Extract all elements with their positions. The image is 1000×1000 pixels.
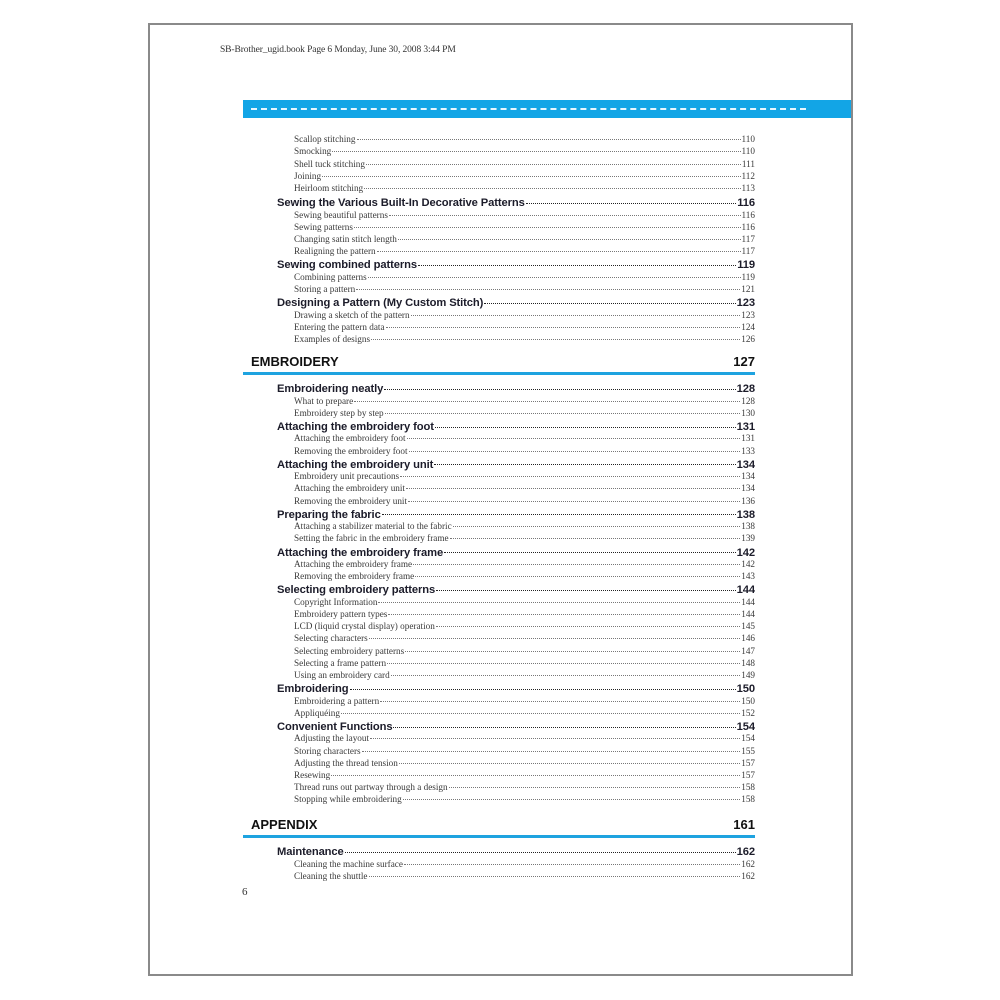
toc-subentry-page: 124: [741, 321, 755, 332]
toc-subentry[interactable]: [243, 744, 755, 755]
toc-subentry-label: Selecting embroidery patterns: [294, 645, 405, 656]
toc-subentry-label: Storing characters: [294, 745, 361, 756]
dot-leader: [407, 432, 741, 441]
section-title: EMBROIDERY: [251, 354, 339, 369]
dot-leader: [356, 283, 740, 292]
toc-subentry[interactable]: [243, 707, 755, 718]
page-number: 6: [242, 886, 248, 898]
toc-subentry-page: 155: [741, 745, 755, 756]
toc-entry[interactable]: [243, 719, 755, 733]
toc-subentry[interactable]: [243, 470, 755, 481]
toc-subentry-page: 158: [741, 794, 755, 805]
toc-subentry-page: 158: [741, 782, 755, 793]
dot-leader: [345, 844, 736, 855]
toc-subentry[interactable]: [243, 333, 755, 344]
toc-entry-page: 131: [736, 420, 755, 433]
dot-leader: [331, 769, 740, 778]
dot-leader: [450, 532, 741, 541]
toc-subentry[interactable]: [243, 520, 755, 531]
dot-leader: [526, 195, 737, 206]
toc-subentry-label: Storing a pattern: [294, 283, 356, 294]
toc-entry-label: Sewing combined patterns: [277, 259, 417, 272]
dot-leader: [387, 657, 740, 666]
toc-subentry-page: 152: [741, 707, 755, 718]
toc-entry-page: 119: [737, 259, 755, 272]
toc-subentry[interactable]: [243, 781, 755, 792]
toc-subentry[interactable]: [243, 221, 755, 232]
toc-section-heading[interactable]: [243, 817, 755, 832]
toc-subentry[interactable]: [243, 145, 755, 156]
toc-subentry-label: Attaching a stabilizer material to the fabric: [294, 521, 452, 532]
toc-subentry[interactable]: [243, 394, 755, 405]
toc-subentry-page: 162: [741, 870, 755, 881]
toc-subentry-label: Examples of designs: [294, 333, 371, 344]
toc-subentry[interactable]: [243, 321, 755, 332]
toc-subentry[interactable]: [243, 694, 755, 705]
toc-subentry-label: Changing satin stitch length: [294, 233, 397, 244]
toc-subentry-page: 113: [741, 182, 755, 193]
toc-subentry-label: Removing the embroidery foot: [294, 445, 408, 456]
toc-subentry-page: 157: [741, 769, 755, 780]
dot-leader: [332, 145, 740, 154]
toc-subentry[interactable]: [243, 657, 755, 668]
dot-leader: [399, 757, 740, 766]
dot-leader: [449, 781, 741, 790]
toc-subentry-page: 134: [741, 483, 755, 494]
toc-subentry-label: Adjusting the thread tension: [294, 757, 398, 768]
toc-subentry-page: 116: [741, 209, 755, 220]
toc-subentry-label: LCD (liquid crystal display) operation: [294, 621, 435, 632]
toc-entry-page: 144: [736, 584, 755, 597]
toc-entry-label: Embroidering: [277, 683, 349, 696]
toc-subentry-label: Realigning the pattern: [294, 246, 376, 257]
toc-subentry-page: 130: [741, 407, 755, 418]
toc-subentry-page: 150: [741, 695, 755, 706]
toc-subentry[interactable]: [243, 757, 755, 768]
toc-subentry-label: Selecting a frame pattern: [294, 657, 387, 668]
dot-leader: [369, 870, 741, 879]
toc-subentry[interactable]: [243, 444, 755, 455]
toc-subentry-page: 110: [741, 146, 755, 157]
print-header: SB-Brother_ugid.book Page 6 Monday, June 30, 2008 3:44 PM: [220, 45, 456, 55]
toc-subentry[interactable]: [243, 432, 755, 443]
toc-subentry-page: 131: [741, 433, 755, 444]
toc-entry[interactable]: [243, 295, 755, 309]
toc-subentry[interactable]: [243, 182, 755, 193]
dot-leader: [369, 632, 741, 641]
toc-entry[interactable]: [243, 419, 755, 433]
toc-entry-label: Convenient Functions: [277, 720, 393, 733]
toc-entry-page: 116: [737, 197, 755, 210]
toc-subentry-page: 119: [741, 271, 755, 282]
toc-subentry[interactable]: [243, 271, 755, 282]
toc-subentry[interactable]: [243, 482, 755, 493]
toc-entry[interactable]: [243, 844, 755, 858]
toc-subentry-label: Entering the pattern data: [294, 321, 385, 332]
toc-subentry-label: Shell tuck stitching: [294, 158, 365, 169]
dot-leader: [434, 457, 735, 468]
dot-leader: [398, 233, 741, 242]
toc-subentry-page: 144: [741, 596, 755, 607]
dot-leader: [405, 644, 740, 653]
toc-subentry[interactable]: [243, 870, 755, 881]
toc-entry[interactable]: [243, 681, 755, 695]
section-rule: [243, 835, 755, 838]
toc-entry-label: Embroidering neatly: [277, 383, 384, 396]
toc-subentry-label: Attaching the embroidery unit: [294, 483, 405, 494]
dot-leader: [393, 719, 735, 730]
toc-subentry-page: 116: [741, 221, 755, 232]
toc-entry-label: Attaching the embroidery foot: [277, 420, 434, 433]
toc-subentry[interactable]: [243, 596, 755, 607]
toc-entry[interactable]: [243, 457, 755, 471]
toc-subentry[interactable]: [243, 732, 755, 743]
toc-subentry-label: Removing the embroidery frame: [294, 571, 415, 582]
toc-subentry-label: Cleaning the machine surface: [294, 858, 403, 869]
dot-leader: [484, 295, 735, 306]
toc-section-heading[interactable]: [243, 354, 755, 369]
toc-subentry-page: 142: [741, 558, 755, 569]
toc-subentry-label: Embroidery step by step: [294, 407, 384, 418]
toc-subentry-label: Sewing beautiful patterns: [294, 209, 388, 220]
toc-subentry[interactable]: [243, 632, 755, 643]
toc-entry[interactable]: [243, 582, 755, 596]
dot-leader: [403, 793, 741, 802]
toc-subentry-label: Heirloom stitching: [294, 182, 364, 193]
toc-subentry-page: 149: [741, 669, 755, 680]
toc-entry-page: 150: [736, 683, 755, 696]
toc-subentry-page: 110: [741, 134, 755, 145]
dot-leader: [386, 321, 741, 330]
dot-leader: [411, 308, 741, 317]
toc-entry-label: Designing a Pattern (My Custom Stitch): [277, 297, 484, 310]
dot-leader: [388, 608, 740, 617]
toc-entry-page: 123: [736, 297, 755, 310]
toc-subentry[interactable]: [243, 208, 755, 219]
toc-entry[interactable]: [243, 544, 755, 558]
toc-entry-page: 134: [736, 458, 755, 471]
toc-subentry-page: 117: [741, 246, 755, 257]
toc-entry[interactable]: [243, 195, 755, 209]
toc-subentry-page: 154: [741, 733, 755, 744]
section-title: APPENDIX: [251, 817, 318, 832]
toc-subentry[interactable]: [243, 245, 755, 256]
toc-entry-label: Maintenance: [277, 846, 344, 859]
dot-leader: [409, 444, 741, 453]
toc-subentry[interactable]: [243, 170, 755, 181]
toc-subentry-page: 148: [741, 657, 755, 668]
toc-subentry-page: 136: [741, 495, 755, 506]
toc-subentry-label: Sewing patterns: [294, 221, 353, 232]
toc-entry-label: Attaching the embroidery unit: [277, 458, 434, 471]
toc-subentry-page: 162: [741, 858, 755, 869]
toc-subentry[interactable]: [243, 558, 755, 569]
toc-subentry-page: 128: [741, 395, 755, 406]
dot-leader: [350, 681, 736, 692]
toc-subentry-label: Scallop stitching: [294, 134, 356, 145]
toc-subentry-label: Attaching the embroidery frame: [294, 558, 413, 569]
toc-subentry-page: 157: [741, 757, 755, 768]
toc-subentry-page: 111: [741, 158, 755, 169]
section-page: 161: [733, 817, 755, 832]
toc-subentry-label: Embroidery unit precautions: [294, 471, 400, 482]
toc-subentry-label: Adjusting the layout: [294, 733, 370, 744]
dot-leader: [404, 857, 740, 866]
toc-subentry-label: Cleaning the shuttle: [294, 870, 368, 881]
toc-subentry[interactable]: [243, 233, 755, 244]
toc-subentry-page: 112: [741, 170, 755, 181]
toc-subentry[interactable]: [243, 570, 755, 581]
toc-subentry-label: Thread runs out partway through a design: [294, 782, 448, 793]
dot-leader: [378, 596, 740, 605]
dot-leader: [341, 707, 740, 716]
dot-leader: [377, 245, 741, 254]
toc-subentry-page: 139: [741, 533, 755, 544]
toc-subentry-label: Copyright Information: [294, 596, 378, 607]
toc-subentry-page: 138: [741, 521, 755, 532]
dot-leader: [436, 582, 736, 593]
toc-subentry-label: What to prepare: [294, 395, 354, 406]
toc-entry-page: 138: [736, 508, 755, 521]
toc-subentry[interactable]: [243, 532, 755, 543]
toc-subentry-label: Embroidering a pattern: [294, 695, 380, 706]
toc-subentry-label: Resewing: [294, 769, 331, 780]
dot-leader: [453, 520, 741, 529]
toc-subentry-label: Combining patterns: [294, 271, 367, 282]
dot-leader: [382, 507, 736, 518]
toc-subentry[interactable]: [243, 769, 755, 780]
toc-entry-page: 142: [736, 546, 755, 559]
section-page: 127: [733, 354, 755, 369]
toc-subentry-label: Removing the embroidery unit: [294, 495, 408, 506]
dot-leader: [380, 694, 740, 703]
toc-subentry-page: 123: [741, 309, 755, 320]
dot-leader: [354, 221, 741, 230]
toc-subentry[interactable]: [243, 308, 755, 319]
toc-entry-page: 162: [736, 846, 755, 859]
toc-subentry-label: Joining: [294, 170, 322, 181]
dot-leader: [368, 271, 741, 280]
dot-leader: [436, 620, 740, 629]
toc-subentry[interactable]: [243, 407, 755, 418]
dot-leader: [357, 133, 741, 142]
dot-leader: [400, 470, 740, 479]
toc-entry-page: 154: [736, 720, 755, 733]
toc-subentry[interactable]: [243, 793, 755, 804]
band-dashed-line: [251, 108, 806, 110]
dot-leader: [444, 544, 736, 555]
dot-leader: [415, 570, 740, 579]
dot-leader: [413, 558, 740, 567]
toc-subentry-label: Appliquéing: [294, 707, 340, 718]
toc-subentry[interactable]: [243, 494, 755, 505]
toc-subentry-page: 134: [741, 471, 755, 482]
toc-subentry-page: 145: [741, 621, 755, 632]
toc-entry[interactable]: [243, 381, 755, 395]
toc-subentry-page: 143: [741, 571, 755, 582]
dot-leader: [418, 257, 736, 268]
toc-subentry-page: 117: [741, 233, 755, 244]
toc-subentry[interactable]: [243, 857, 755, 868]
dot-leader: [366, 157, 741, 166]
toc-subentry[interactable]: [243, 608, 755, 619]
toc-subentry[interactable]: [243, 644, 755, 655]
section-rule: [243, 372, 755, 375]
toc-subentry[interactable]: [243, 283, 755, 294]
toc-subentry[interactable]: [243, 669, 755, 680]
toc-subentry-page: 147: [741, 645, 755, 656]
dot-leader: [406, 482, 740, 491]
dot-leader: [385, 407, 741, 416]
toc-entry[interactable]: [243, 507, 755, 521]
toc-entry-label: Attaching the embroidery frame: [277, 546, 444, 559]
dot-leader: [364, 182, 740, 191]
toc-entry-page: 128: [736, 383, 755, 396]
toc-subentry-page: 121: [741, 283, 755, 294]
toc-entry-label: Sewing the Various Built-In Decorative Patterns: [277, 197, 525, 210]
toc-subentry[interactable]: [243, 133, 755, 144]
toc-subentry-label: Drawing a sketch of the pattern: [294, 309, 410, 320]
toc-subentry-label: Embroidery pattern types: [294, 608, 388, 619]
toc-subentry-page: 133: [741, 445, 755, 456]
dot-leader: [354, 394, 740, 403]
dot-leader: [435, 419, 736, 430]
toc-subentry-label: Attaching the embroidery foot: [294, 433, 406, 444]
dot-leader: [370, 732, 740, 741]
toc-subentry-label: Smocking: [294, 146, 332, 157]
toc-subentry-page: 144: [741, 608, 755, 619]
dot-leader: [371, 333, 740, 342]
dot-leader: [389, 208, 741, 217]
toc-subentry-page: 146: [741, 633, 755, 644]
toc-subentry-label: Setting the fabric in the embroidery frame: [294, 533, 449, 544]
dot-leader: [362, 744, 741, 753]
dot-leader: [384, 381, 735, 392]
toc-subentry[interactable]: [243, 157, 755, 168]
dot-leader: [391, 669, 741, 678]
toc-subentry-label: Stopping while embroidering: [294, 794, 402, 805]
decorative-blue-band: [243, 100, 851, 118]
dot-leader: [322, 170, 740, 179]
toc-entry-label: Preparing the fabric: [277, 508, 381, 521]
toc-entry[interactable]: [243, 257, 755, 271]
toc-subentry-page: 126: [741, 333, 755, 344]
toc-subentry[interactable]: [243, 620, 755, 631]
toc-subentry-label: Using an embroidery card: [294, 669, 390, 680]
dot-leader: [408, 494, 740, 503]
toc-entry-label: Selecting embroidery patterns: [277, 584, 436, 597]
toc-subentry-label: Selecting characters: [294, 633, 368, 644]
